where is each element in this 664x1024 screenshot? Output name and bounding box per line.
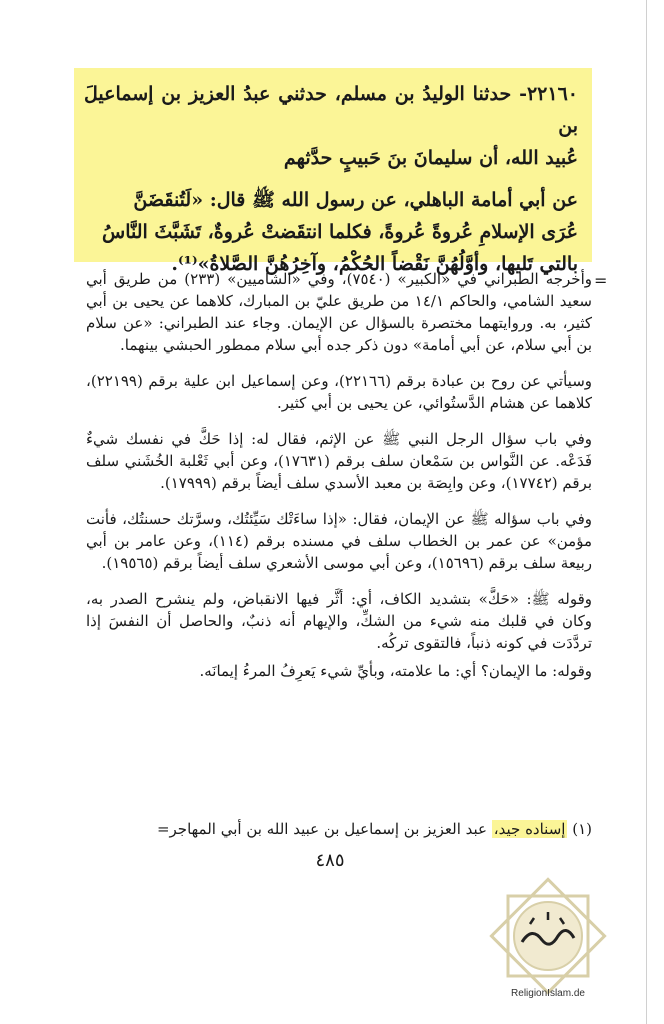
paragraph-1: وأخرجه الطبراني في «الكبير» (٧٥٤٠)، وفي «الشاميين» (٢٣٣) من طريق أبي سعيد الشامي، والحاكم ١٤/١ من طريق عليّ بن المبارك، كلاهما عن يحيى بن أبي كثير، به. وروايتهما مختصرة بالسؤال عن الإيمان. وجاء عند الطبراني: «عن سلام بن أبي سلام، عن أبي أمامة» دون ذكر جده أبي سلام ممطور الحبشي بينهما. [86,270,593,354]
hadith-line-1: ٢٢١٦٠- حدثنا الوليدُ بن مسلم، حدثني عبدُ العزيز بن إسماعيلَ بن [84,83,578,137]
paragraph-4: وفي باب سؤاله ﷺ عن الإيمان، فقال: «إذا ساءَتْك سَيِّئتُك، وسرَّتك حسنتُك، فأنت مؤمن» عن عمر بن الخطاب سلف في مسنده برقم (١١٤)، وعن عامر بن أبي ربيعة سلف برقم (١٥٦٩٦)، وعن أبي موسى الأشعري سلف أيضاً برقم (١٩٥٦٥). [86,510,592,572]
hadith-line-3: عن أبي أمامة الباهلي، عن رسول الله ﷺ قال: «لَتُنقَضَنَّ [133,189,578,211]
footnote-text: عبد العزيز بن إسماعيل بن عبيد الله بن أبي المهاجر= [156,820,487,838]
footnote-highlight: إسناده جيد، [493,820,566,838]
paragraph-3: وفي باب سؤال الرجل النبي ﷺ عن الإثم، فقال له: إذا حَكَّ في نفسك شيءٌ فَدَعْه. عن النَّواس بن سَمْعان سلف برقم (١٧٦٣١)، وعن أبي ثَعْلبة الخُشَني سلف برقم (١٧٧٤٢)، وعن وابِصَة بن معبد الأسدي سلف أيضاً برقم (١٧٩٩٩). [86,430,593,492]
commentary-body [86,268,592,688]
footnote [86,818,592,840]
continuation-mark: = [594,271,608,290]
hadith-line-2: عُبيد الله، أن سليمانَ بنَ حَبيبٍ حدَّثهم [283,147,578,169]
paragraph-6: وقوله: ما الإيمان؟ أي: ما علامته، وبأيِّ شيء يَعرِفُ المرءُ إيمانَه. [199,662,592,680]
paragraph-2: وسيأتي عن روح بن عبادة برقم (٢٢١٦٦)، وعن إسماعيل ابن علية برقم (٢٢١٩٩)، كلاهما عن هشام الدَّستُوائي، عن يحيى بن أبي كثير. [86,372,593,412]
hadith-line-5: بالتي تَليها، وأوَّلُهُنَّ نَقْضاً الحُكْمُ، وآخِرُهُنَّ الصَّلاةُ»⁽¹⁾. [171,253,578,275]
hadith-line-4: عُرَى الإسلامِ عُروةً عُروةً، فكلما انتقَضتْ عُروةٌ، تَشَبَّثَ النَّاسُ [102,221,578,243]
watermark-site-text: ReligionIslam.de [511,988,585,999]
paragraph-5: وقوله ﷺ: «حَكَّ» بتشديد الكاف، أي: أثَّر فيها الانقباض، ولم ينشرح الصدر به، وكان في قلبك منه شيء من الشكِّ، والإيهام أنه ذنبٌ، والحاصل أن النفسَ إذا تردَّدَت في كونه ذنباً، فالتقوى تركُه. [86,590,592,652]
watermark-logo [470,868,626,1008]
page-number: ٤٨٥ [315,850,345,871]
footnote-number: (١) [572,820,592,838]
page-edge [646,0,647,1024]
hadith-highlight-block [74,68,592,275]
